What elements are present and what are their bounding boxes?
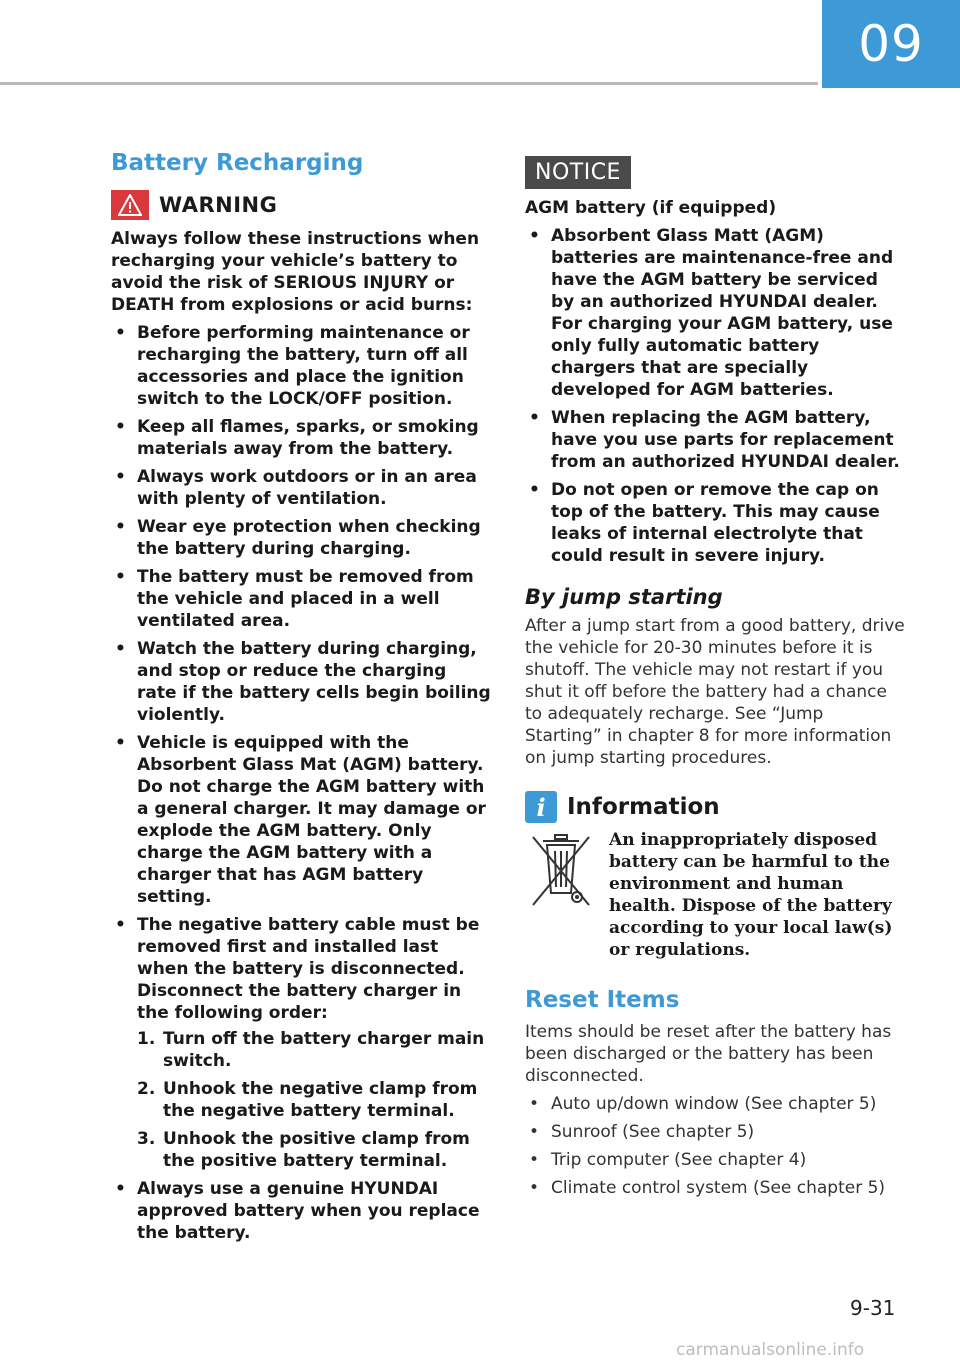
list-item: • Always work outdoors or in an area with plenty of ventilation. [111, 466, 491, 510]
header-rule [0, 82, 818, 85]
step-number: 3. [137, 1129, 156, 1149]
list-item: • Sunroof (See chapter 5) [525, 1121, 905, 1143]
page-number: 9-31 [850, 1296, 896, 1320]
information-label: Information [567, 794, 720, 820]
step-number: 2. [137, 1079, 156, 1099]
list-item: • Vehicle is equipped with the Absorbent Glass Mat (AGM) battery. Do not charge the AGM battery with a general charger. It may damage or explode the AGM battery. Only charge the AGM battery with a charger that has AGM battery setting. [111, 732, 491, 908]
list-item: • Keep all flames, sparks, or smoking materials away from the battery. [111, 416, 491, 460]
step-number: 1. [137, 1029, 156, 1049]
reset-intro: Items should be reset after the battery has been discharged or the battery has been disconnected. [525, 1022, 892, 1086]
step-item [137, 1128, 491, 1172]
notice-label: NOTICE [525, 156, 631, 189]
jump-start-title: By jump starting [525, 585, 723, 609]
step-text: Turn off the battery charger main switch. [163, 1029, 485, 1071]
list-item: • Trip computer (See chapter 4) [525, 1149, 905, 1171]
list-item: • Climate control system (See chapter 5) [525, 1177, 905, 1199]
warning-header [111, 190, 491, 220]
list-item: • Do not open or remove the cap on top of the battery. This may cause leaks of internal electrolyte that could result in severe injury. [525, 479, 905, 567]
list-item [111, 914, 491, 1172]
reset-list [525, 1093, 905, 1199]
list-item: • When replacing the AGM battery, have you use parts for replacement from an authorized HYUNDAI dealer. [525, 407, 905, 473]
warning-intro: Always follow these instructions when recharging your vehicle’s battery to avoid the risk of SERIOUS INJURY or DEATH from explosions or acid burns: [111, 229, 480, 315]
chapter-tab: 09 [822, 0, 960, 88]
jump-start-text: After a jump start from a good battery, drive the vehicle for 20-30 minutes before it is shutoff. The vehicle may not restart if you shut it off before the battery had a chance to adequately recharge. See “Jump Starting” in chapter 8 for more information on jump starting procedures. [525, 616, 905, 768]
crossed-bin-icon [525, 829, 609, 961]
list-item: • Always use a genuine HYUNDAI approved battery when you replace the battery. [111, 1178, 491, 1244]
disconnect-steps [137, 1028, 491, 1172]
warning-list [111, 322, 491, 1244]
agm-list [525, 225, 905, 567]
warning-label: WARNING [159, 193, 278, 217]
list-item: • Wear eye protection when checking the battery during charging. [111, 516, 491, 560]
left-column [111, 150, 491, 1250]
right-column [525, 156, 905, 1205]
section-title-battery-recharging: Battery Recharging [111, 150, 364, 176]
info-icon: i [525, 791, 557, 823]
warning-triangle-icon [111, 190, 149, 220]
list-item: • Before performing maintenance or recharging the battery, turn off all accessories and place the ignition switch to the LOCK/OFF position. [111, 322, 491, 410]
information-header [525, 791, 905, 823]
agm-title: AGM battery (if equipped) [525, 198, 777, 218]
list-item: • The battery must be removed from the vehicle and placed in a well ventilated area. [111, 566, 491, 632]
step-text: Unhook the positive clamp from the positive battery terminal. [163, 1129, 470, 1171]
information-body [525, 829, 905, 961]
step-item [137, 1028, 491, 1072]
section-title-reset-items: Reset Items [525, 987, 680, 1013]
list-item: • Watch the battery during charging, and stop or reduce the charging rate if the battery cells begin boiling violently. [111, 638, 491, 726]
watermark: carmanualsonline.info [676, 1340, 865, 1360]
information-text: An inappropriately disposed battery can be harmful to the environment and human health. Dispose of the battery according to your local law(s) or regulations. [609, 830, 893, 960]
list-item: • Absorbent Glass Matt (AGM) batteries are maintenance-free and have the AGM battery be serviced by an authorized HYUNDAI dealer. For charging your AGM battery, use only fully automatic battery chargers that are specially developed for AGM batteries. [525, 225, 905, 401]
step-item [137, 1078, 491, 1122]
list-item: • Auto up/down window (See chapter 5) [525, 1093, 905, 1115]
list-item-text: The negative battery cable must be removed first and installed last when the battery is disconnected. Disconnect the battery charger in the following order: [137, 915, 480, 1023]
step-text: Unhook the negative clamp from the negative battery terminal. [163, 1079, 478, 1121]
